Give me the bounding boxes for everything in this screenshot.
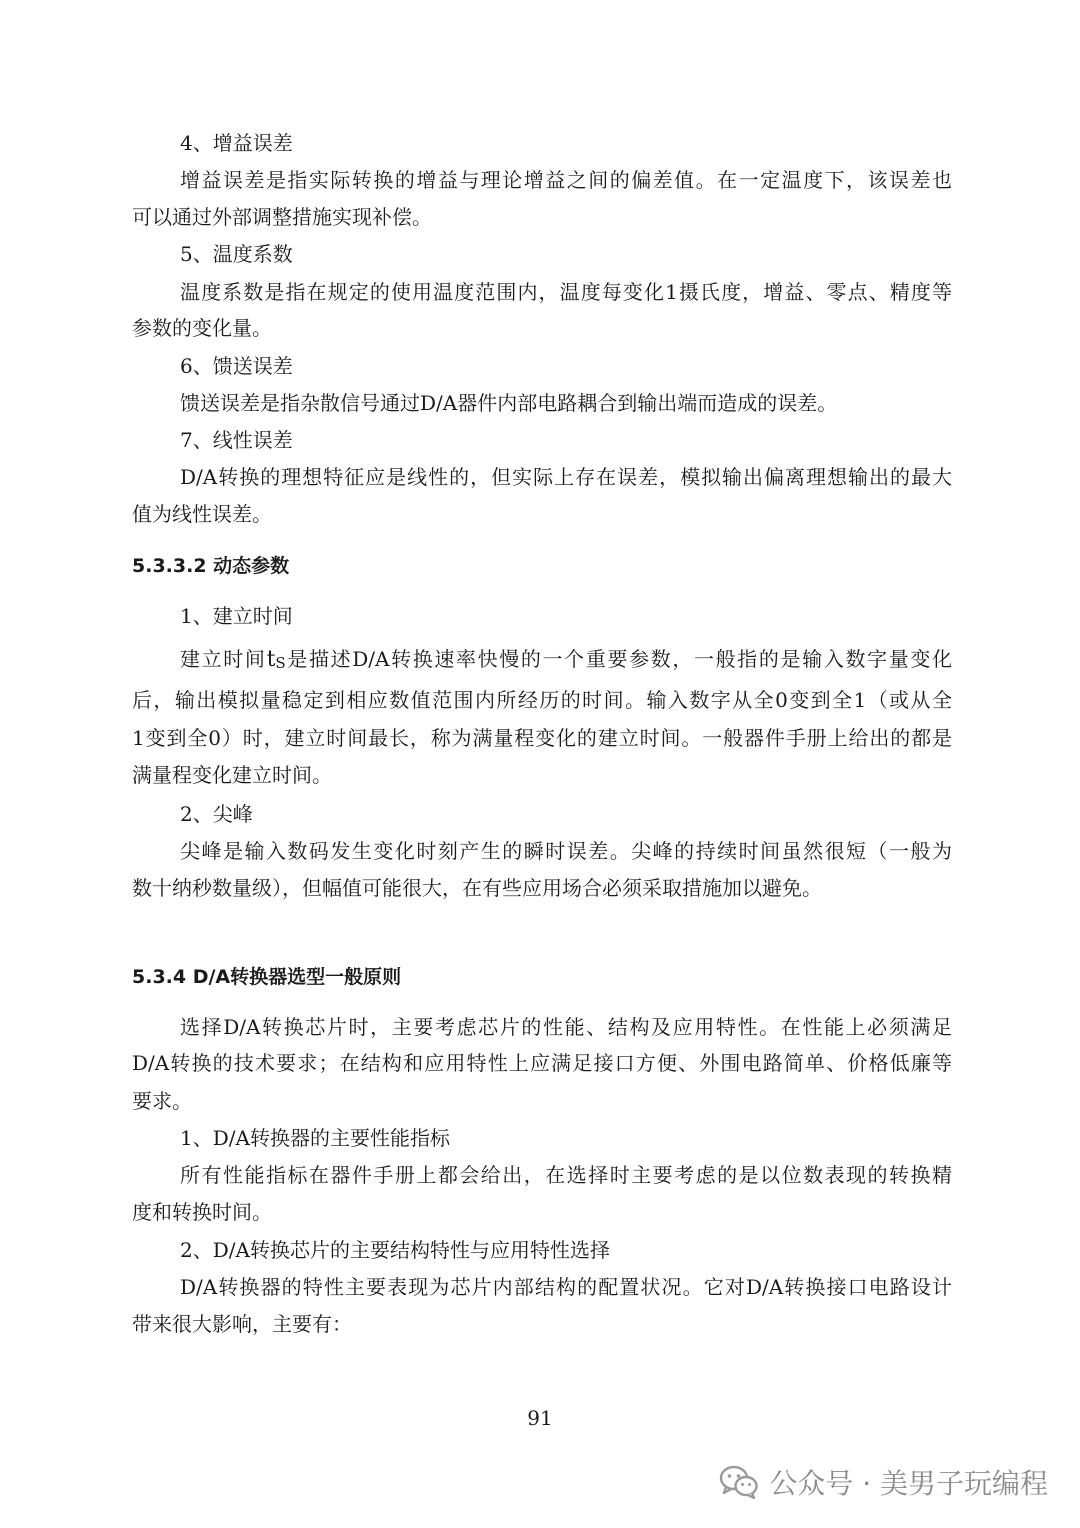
section-heading-da-selection: 5.3.4 D/A转换器选型一般原则 <box>132 966 402 988</box>
page-number: 91 <box>527 1406 553 1430</box>
wechat-icon <box>719 1465 759 1499</box>
symbol-subscript-s: S <box>275 654 286 672</box>
symbol-ts <box>267 647 286 672</box>
paragraph-line: 参数的变化量。 <box>132 316 272 340</box>
item-title-performance-indicators: 1、D/A转换器的主要性能指标 <box>180 1126 450 1150</box>
item-title-structure-characteristics: 2、D/A转换芯片的主要结构特性与应用特性选择 <box>180 1238 610 1262</box>
paragraph-line: D/A转换的技术要求；在结构和应用特性上应满足接口方便、外围电路简单、价格低廉等 <box>132 1051 952 1075</box>
item-title-feedthrough-error: 6、馈送误差 <box>180 354 293 378</box>
item-title-spike: 2、尖峰 <box>180 802 253 826</box>
paragraph-line: 值为线性误差。 <box>132 502 272 526</box>
settling-prefix-text: 建立时间 <box>180 647 267 671</box>
watermark <box>719 1462 1048 1502</box>
watermark-text: 公众号 · 美男子玩编程 <box>769 1467 1048 1500</box>
symbol-t: t <box>266 647 276 672</box>
paragraph-line: 满量程变化建立时间。 <box>132 763 332 787</box>
paragraph-line: 尖峰是输入数码发生变化时刻产生的瞬时误差。尖峰的持续时间虽然很短（一般为 <box>180 839 952 863</box>
paragraph-line: 增益误差是指实际转换的增益与理论增益之间的偏差值。在一定温度下，该误差也 <box>180 168 952 192</box>
paragraph-line: 数十纳秒数量级），但幅值可能很大，在有些应用场合必须采取措施加以避免。 <box>132 876 822 900</box>
paragraph-line: 1变到全0）时，建立时间最长，称为满量程变化的建立时间。一般器件手册上给出的都是 <box>132 726 952 750</box>
paragraph-line: D/A转换器的特性主要表现为芯片内部结构的配置状况。它对D/A转换接口电路设计 <box>180 1275 952 1299</box>
paragraph-line: 后，输出模拟量稳定到相应数值范围内所经历的时间。输入数字从全0变到全1（或从全 <box>132 688 952 712</box>
paragraph-line: 可以通过外部调整措施实现补偿。 <box>132 205 432 229</box>
paragraph-line: 要求。 <box>132 1089 192 1113</box>
paragraph-line-settling-first <box>180 645 952 677</box>
item-title-settling-time: 1、建立时间 <box>180 604 293 628</box>
paragraph-line: 馈送误差是指杂散信号通过D/A器件内部电路耦合到输出端而造成的误差。 <box>180 391 838 415</box>
paragraph-line: 选择D/A转换芯片时，主要考虑芯片的性能、结构及应用特性。在性能上必须满足 <box>180 1015 952 1039</box>
section-heading-dynamic-parameters: 5.3.3.2 动态参数 <box>132 555 290 577</box>
paragraph-line: 带来很大影响，主要有： <box>132 1312 352 1336</box>
paragraph-line: D/A转换的理想特征应是线性的，但实际上存在误差，模拟输出偏离理想输出的最大 <box>180 465 952 489</box>
settling-suffix-text: 是描述D/A转换速率快慢的一个重要参数，一般指的是输入数字量变化 <box>285 647 953 671</box>
paragraph-line: 温度系数是指在规定的使用温度范围内，温度每变化1摄氏度，增益、零点、精度等 <box>180 280 952 304</box>
item-title-linearity-error: 7、线性误差 <box>180 428 293 452</box>
item-title-gain-error: 4、增益误差 <box>180 131 293 155</box>
paragraph-line: 度和转换时间。 <box>132 1200 272 1224</box>
item-title-temperature-coefficient: 5、温度系数 <box>180 242 293 266</box>
paragraph-line: 所有性能指标在器件手册上都会给出，在选择时主要考虑的是以位数表现的转换精 <box>180 1163 952 1187</box>
